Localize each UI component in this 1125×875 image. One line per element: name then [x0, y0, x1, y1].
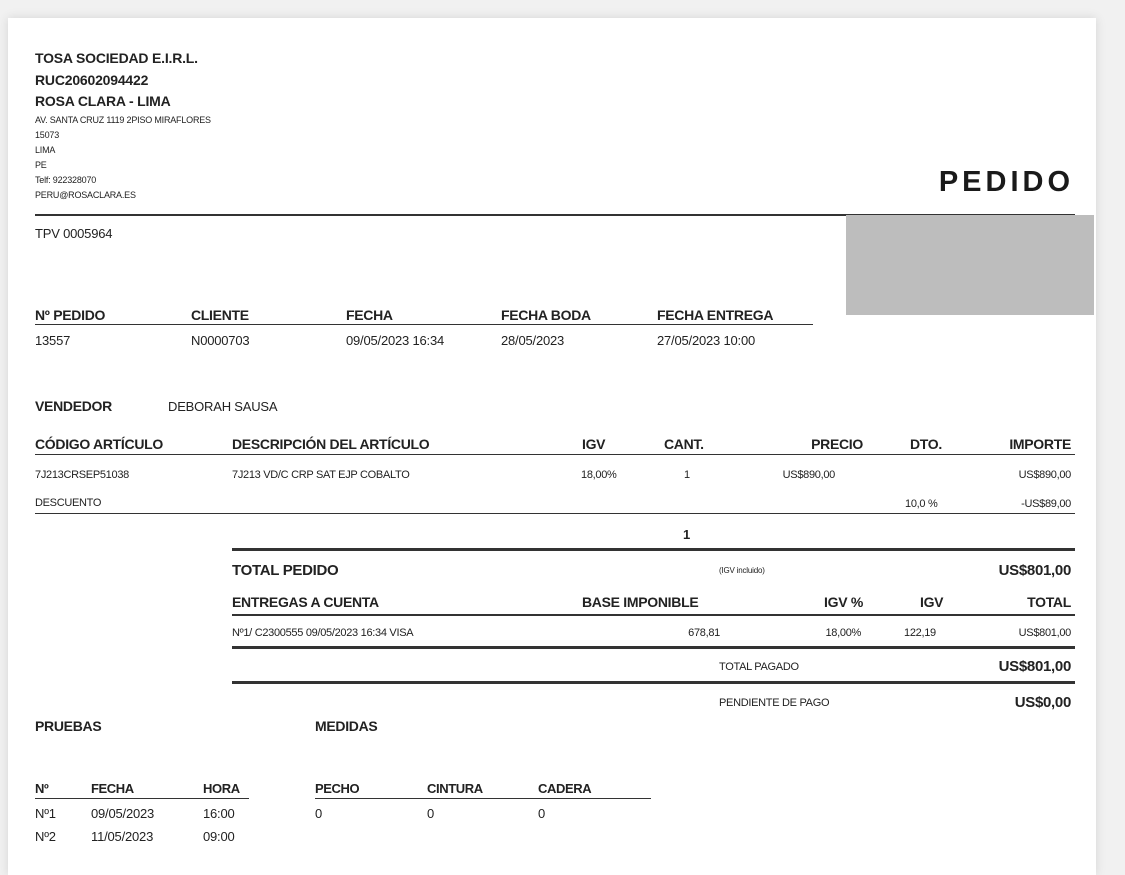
- payment-total: US$801,00: [1018, 627, 1071, 639]
- measures-header-chest: PECHO: [315, 781, 360, 796]
- company-email: PERU@ROSACLARA.ES: [35, 190, 136, 200]
- payments-bottom-line: [232, 646, 1075, 649]
- payments-header-base: BASE IMPONIBLE: [582, 594, 699, 610]
- fittings-title: PRUEBAS: [35, 718, 102, 734]
- value-client: N0000703: [191, 333, 250, 348]
- discount-label: DESCUENTO: [35, 497, 102, 509]
- label-client: CLIENTE: [191, 307, 249, 323]
- pending-label: PENDIENTE DE PAGO: [719, 697, 830, 709]
- payments-header-igv-pct: IGV %: [824, 594, 863, 610]
- measure-chest-value: 0: [315, 806, 323, 821]
- item-igv: 18,00%: [581, 469, 617, 481]
- company-ruc: RUC20602094422: [35, 72, 149, 88]
- tpv-number: TPV 0005964: [35, 226, 113, 241]
- total-paid-label: TOTAL PAGADO: [719, 661, 799, 673]
- measure-hip-value: 0: [538, 806, 546, 821]
- item-amount: US$890,00: [1018, 469, 1071, 481]
- fitting-row-1-number: Nº1: [35, 806, 56, 821]
- seller-name: DEBORAH SAUSA: [168, 399, 278, 414]
- company-phone: Telf: 922328070: [35, 175, 97, 185]
- fittings-header-time: HORA: [203, 781, 240, 796]
- payments-header-desc: ENTREGAS A CUENTA: [232, 594, 379, 610]
- company-city: LIMA: [35, 145, 56, 155]
- items-header-underline: [35, 454, 1075, 455]
- seller-label: VENDEDOR: [35, 398, 112, 414]
- item-qty: 1: [684, 469, 690, 481]
- company-country: PE: [35, 160, 47, 170]
- discount-percent: 10,0 %: [905, 498, 938, 510]
- payment-base: 678,81: [688, 627, 720, 639]
- value-delivery-date: 27/05/2023 10:00: [657, 333, 756, 348]
- col-header-code: CÓDIGO ARTÍCULO: [35, 436, 163, 452]
- col-header-description: DESCRIPCIÓN DEL ARTÍCULO: [232, 436, 430, 452]
- company-store: ROSA CLARA - LIMA: [35, 93, 171, 109]
- fittings-header-underline: [35, 798, 249, 799]
- col-header-amount: IMPORTE: [1009, 436, 1071, 452]
- label-order-number: Nº PEDIDO: [35, 307, 106, 323]
- fitting-row-2-time: 09:00: [203, 829, 235, 844]
- payment-description: Nº1/ C2300555 09/05/2023 16:34 VISA: [232, 627, 414, 639]
- discount-amount: -US$89,00: [1021, 498, 1071, 510]
- fitting-row-2-date: 11/05/2023: [91, 829, 154, 844]
- order-document: [8, 18, 1096, 875]
- fitting-row-1-date: 09/05/2023: [91, 806, 155, 821]
- total-order-value: US$801,00: [998, 562, 1071, 579]
- fitting-row-1-time: 16:00: [203, 806, 235, 821]
- value-order-number: 13557: [35, 333, 71, 348]
- company-postal-code: 15073: [35, 130, 60, 140]
- total-order-label: TOTAL PEDIDO: [232, 562, 339, 579]
- payments-header-underline: [232, 614, 1075, 616]
- col-header-qty: CANT.: [664, 436, 704, 452]
- company-name: TOSA SOCIEDAD E.I.R.L.: [35, 50, 198, 66]
- order-header-underline: [35, 324, 813, 325]
- measures-header-underline: [315, 798, 651, 799]
- measures-title: MEDIDAS: [315, 718, 378, 734]
- value-wedding-date: 28/05/2023: [501, 333, 565, 348]
- label-delivery-date: FECHA ENTREGA: [657, 307, 774, 323]
- col-header-discount: DTO.: [910, 436, 942, 452]
- item-price: US$890,00: [782, 469, 835, 481]
- value-date: 09/05/2023 16:34: [346, 333, 445, 348]
- pending-value: US$0,00: [1014, 694, 1071, 711]
- label-wedding-date: FECHA BODA: [501, 307, 591, 323]
- document-title: PEDIDO: [938, 166, 1074, 198]
- payment-igv: 122,19: [904, 627, 936, 639]
- measures-header-hip: CADERA: [538, 781, 592, 796]
- fittings-header-date: FECHA: [91, 781, 134, 796]
- payments-header-total: TOTAL: [1027, 594, 1071, 610]
- company-address: AV. SANTA CRUZ 1119 2PISO MIRAFLORES: [35, 115, 211, 125]
- measures-header-waist: CINTURA: [427, 781, 483, 796]
- label-date: FECHA: [346, 307, 393, 323]
- item-code: 7J213CRSEP51038: [35, 469, 129, 481]
- payment-igv-pct: 18,00%: [825, 627, 861, 639]
- item-description: 7J213 VD/C CRP SAT EJP COBALTO: [232, 469, 410, 481]
- measure-waist-value: 0: [427, 806, 435, 821]
- fittings-header-number: Nº: [35, 781, 49, 796]
- paid-bottom-line: [232, 681, 1075, 684]
- col-header-price: PRECIO: [811, 436, 863, 452]
- items-bottom-line: [35, 513, 1075, 514]
- redacted-area: [846, 215, 1094, 315]
- total-quantity: 1: [683, 527, 691, 542]
- total-paid-value: US$801,00: [998, 658, 1071, 675]
- igv-included-note: (IGV incluido): [719, 566, 765, 575]
- col-header-igv: IGV: [582, 436, 606, 452]
- fitting-row-2-number: Nº2: [35, 829, 56, 844]
- totals-top-line: [232, 548, 1075, 551]
- payments-header-igv: IGV: [920, 594, 944, 610]
